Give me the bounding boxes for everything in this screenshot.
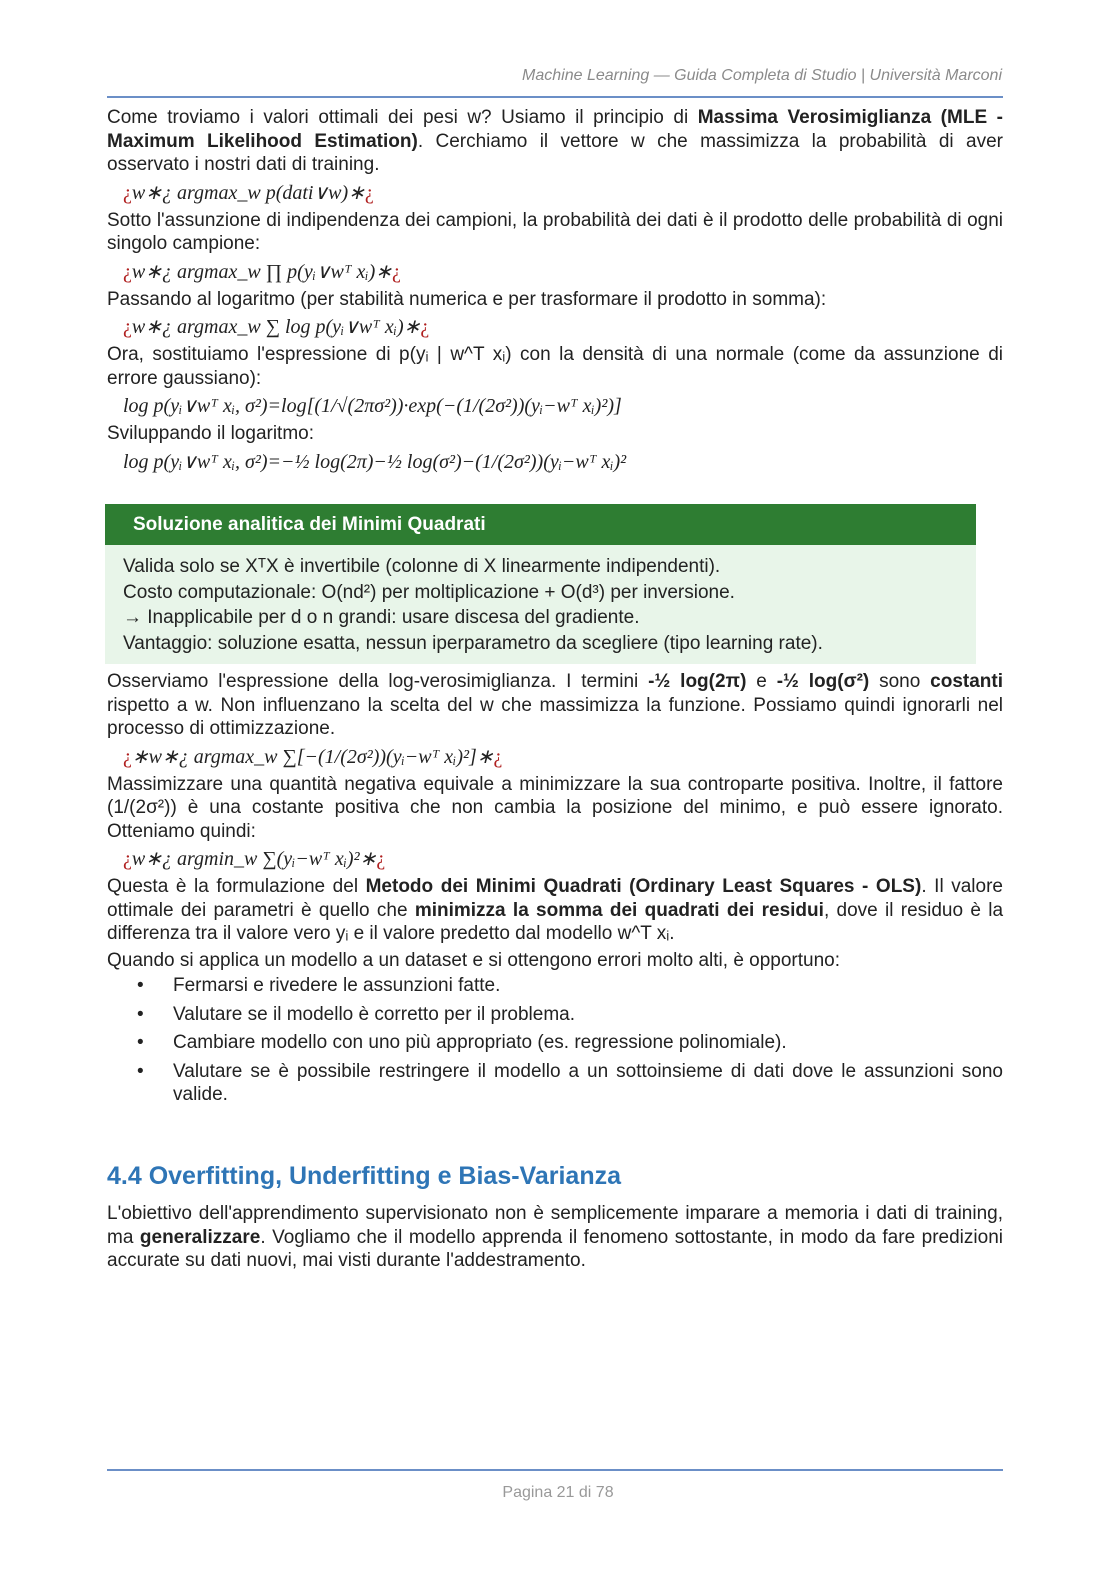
list-item: • Fermarsi e rivedere le assunzioni fatte. bbox=[107, 974, 1003, 998]
bold-text: Massima Verosimiglianza (MLE - Maximum Likelihood Estimation) bbox=[107, 107, 1003, 152]
paragraph: Massimizzare una quantità negativa equivale a minimizzare la sua controparte positiva. Inoltre, il fattore (1/(2σ²)) è una costante positiva che non cambia la posizione del minimo, e può essere ignorato. Otteniamo quindi: bbox=[107, 773, 1003, 842]
marker: ¿ bbox=[123, 316, 132, 338]
list-item: • Cambiare modello con uno più appropriato (es. regressione polinomiale). bbox=[107, 1031, 1003, 1055]
formula bbox=[123, 313, 1003, 341]
formula bbox=[123, 743, 1003, 771]
marker: ¿ bbox=[493, 745, 503, 768]
marker: ¿ bbox=[420, 316, 430, 338]
page-content bbox=[107, 106, 1003, 1273]
page-number: Pagina 21 di 78 bbox=[502, 1484, 614, 1501]
paragraph: Passando al logaritmo (per stabilità numerica e per trasformare il prodotto in somma): bbox=[107, 288, 827, 310]
marker: ¿ bbox=[123, 181, 132, 204]
list-item: • Valutare se il modello è corretto per il problema. bbox=[107, 1003, 1003, 1027]
text: Come troviamo i valori ottimali dei pesi w? Usiamo il principio di bbox=[107, 107, 698, 128]
formula-text: ∗w∗¿ argmax_w ∑[−(1/(2σ²))(yᵢ−wᵀ xᵢ)²]∗ bbox=[131, 745, 494, 768]
formula-text: w∗¿ argmin_w ∑(yᵢ−wᵀ xᵢ)²∗ bbox=[131, 848, 377, 870]
footer-rule bbox=[107, 1469, 1003, 1471]
text: , dove il residuo è la differenza tra il valore vero yᵢ e il valore predetto dal modello w^T xᵢ. bbox=[107, 899, 1004, 944]
bold-text: Metodo dei Minimi Quadrati (Ordinary Least Squares - OLS) bbox=[365, 876, 922, 897]
callout-line: → Inapplicabile per d o n grandi: usare discesa del gradiente. bbox=[123, 607, 640, 628]
text: sono bbox=[869, 671, 931, 692]
formula bbox=[123, 258, 1003, 286]
text: . Il valore ottimale dei parametri è quello che bbox=[107, 876, 1003, 921]
marker: ¿ bbox=[123, 745, 132, 768]
formula bbox=[123, 845, 1003, 873]
paragraph: Sviluppando il logaritmo: bbox=[107, 423, 315, 444]
callout-line: Vantaggio: soluzione esatta, nessun iperparametro da scegliere (tipo learning rate). bbox=[123, 632, 823, 654]
paragraph: Quando si applica un modello a un dataset e si ottengono errori molto alti, è opportuno: bbox=[107, 949, 841, 971]
text: . Cerchiamo il vettore w che massimizza la probabilità di aver osservato i nostri dati di training. bbox=[107, 130, 1003, 175]
text: Questa è la formulazione del bbox=[107, 876, 366, 897]
callout-line: Costo computazionale: O(nd²) per moltiplicazione + O(d³) per inversione. bbox=[123, 581, 735, 603]
marker: ¿ bbox=[364, 181, 374, 204]
formula: log p(yᵢ∨wᵀ xᵢ, σ²)=log[(1/√(2πσ²))·exp(−(1/(2σ²))(yᵢ−wᵀ xᵢ)²)] bbox=[123, 395, 622, 417]
bold-text: -½ log(2π) bbox=[648, 671, 747, 692]
paragraph: Ora, sostituiamo l'espressione di p(yᵢ | w^T xᵢ) con la densità di una normale (come da assunzione di errore gaussiano): bbox=[107, 344, 1003, 389]
list-item: • Valutare se è possibile restringere il modello a un sottoinsieme di dati dove le assunzioni sono valide. bbox=[107, 1060, 1003, 1107]
header-rule bbox=[107, 96, 1003, 98]
marker: ¿ bbox=[123, 260, 132, 283]
marker: ¿ bbox=[376, 848, 386, 870]
text: Osserviamo l'espressione della log-verosimiglianza. I termini bbox=[107, 671, 649, 692]
page-header: Machine Learning — Guida Completa di Studio | Università Marconi bbox=[522, 67, 1002, 84]
bold-text: minimizza la somma dei quadrati dei residui bbox=[414, 899, 824, 921]
callout-title: Soluzione analitica dei Minimi Quadrati bbox=[105, 504, 976, 546]
formula-text: w∗¿ argmax_w ∑ log p(yᵢ∨wᵀ xᵢ)∗ bbox=[131, 316, 421, 338]
text: rispetto a w. Non influenzano la scelta del w che massimizza la funzione. Possiamo quindi ignorarli nel processo di ottimizzazione. bbox=[107, 694, 1003, 739]
callout-line: Valida solo se XᵀX è invertibile (colonne di X linearmente indipendenti). bbox=[123, 556, 721, 577]
paragraph bbox=[107, 1202, 1003, 1273]
callout-box bbox=[105, 504, 976, 665]
marker: ¿ bbox=[392, 260, 401, 283]
formula bbox=[123, 179, 1003, 207]
bullet-list bbox=[107, 974, 1003, 1107]
section-heading: 4.4 Overfitting, Underfitting e Bias-Varianza bbox=[107, 1161, 622, 1190]
paragraph bbox=[107, 875, 1003, 946]
callout-body bbox=[105, 545, 976, 664]
text: . Vogliamo che il modello apprenda il fenomeno sottostante, in modo da fare predizioni accurate su dati nuovi, mai visti durante l'addestramento. bbox=[107, 1226, 1003, 1271]
bold-text: generalizzare bbox=[139, 1226, 261, 1248]
paragraph bbox=[107, 670, 1003, 741]
formula-text: w∗¿ argmax_w p(dati∨w)∗ bbox=[131, 181, 365, 204]
formula-text: w∗¿ argmax_w ∏ p(yᵢ∨wᵀ xᵢ)∗ bbox=[131, 260, 393, 283]
paragraph: Sotto l'assunzione di indipendenza dei campioni, la probabilità dei dati è il prodotto delle probabilità di ogni singolo campione: bbox=[107, 209, 1003, 254]
bold-text: -½ log(σ²) bbox=[776, 671, 870, 692]
formula: log p(yᵢ∨wᵀ xᵢ, σ²)=−½ log(2π)−½ log(σ²)−(1/(2σ²))(yᵢ−wᵀ xᵢ)² bbox=[123, 450, 627, 473]
text: e bbox=[746, 671, 777, 692]
text: L'obiettivo dell'apprendimento supervisionato non è semplicemente imparare a memoria i dati di training, ma bbox=[107, 1203, 1003, 1248]
marker: ¿ bbox=[123, 848, 132, 870]
bold-text: costanti bbox=[930, 671, 1003, 692]
paragraph bbox=[107, 106, 1003, 177]
